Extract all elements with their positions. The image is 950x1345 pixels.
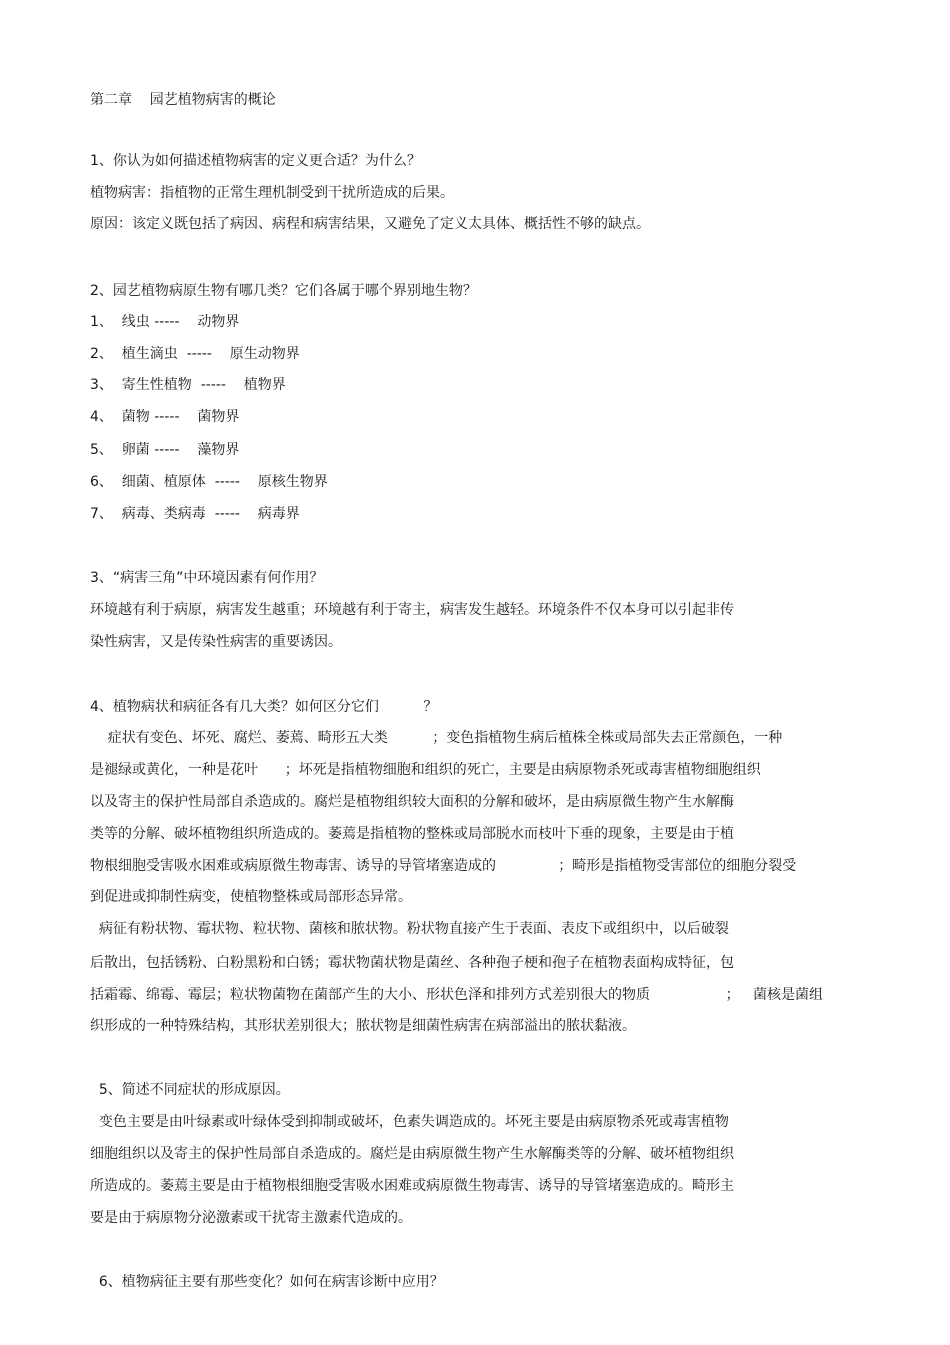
list-item: 5、 卵菌 ----- 藻物界 xyxy=(90,442,240,458)
answer-line: 原因：该定义既包括了病因、病程和病害结果，又避免了定义太具体、概括性不够的缺点。 xyxy=(90,216,650,232)
answer-line: 植物病害：指植物的正常生理机制受到干扰所造成的后果。 xyxy=(90,185,454,201)
question-3: 3、“病害三角”中环境因素有何作用？ xyxy=(90,570,324,586)
answer-line: 变色主要是由叶绿素或叶绿体受到抑制或破坏，色素失调造成的。坏死主要是由病原物杀死或毒害植物 xyxy=(90,1114,729,1130)
answer-line: 是褪绿或黄化，一种是花叶 ；坏死是指植物细胞和组织的死亡，主要是由病原物杀死或毒害植物细胞组织 xyxy=(90,762,761,778)
list-item: 1、 线虫 ----- 动物界 xyxy=(90,314,240,330)
answer-line: 症状有变色、坏死、腐烂、萎蔫、畸形五大类 ；变色指植物生病后植株全株或局部失去正常颜色，一种 xyxy=(90,730,783,746)
question-6: 6、植物病征主要有那些变化？如何在病害诊断中应用？ xyxy=(90,1274,444,1290)
answer-line: 病征有粉状物、霉状物、粒状物、菌核和脓状物。粉状物直接产生于表面、表皮下或组织中，以后破裂 xyxy=(90,921,729,937)
answer-line: 以及寄主的保护性局部自杀造成的。腐烂是植物组织较大面积的分解和破坏，是由病原微生物产生水解酶 xyxy=(90,794,734,810)
answer-line: 织形成的一种特殊结构，其形状差别很大；脓状物是细菌性病害在病部溢出的脓状黏液。 xyxy=(90,1018,636,1034)
question-1: 1、你认为如何描述植物病害的定义更合适？为什么？ xyxy=(90,153,421,169)
answer-line: 所造成的。萎蔫主要是由于植物根细胞受害吸水困难或病原微生物毒害、诱导的导管堵塞造成的。畸形主 xyxy=(90,1178,734,1194)
answer-line: 染性病害，又是传染性病害的重要诱因。 xyxy=(90,634,342,650)
chapter-title: 第二章 园艺植物病害的概论 xyxy=(90,92,276,108)
question-5: 5、简述不同症状的形成原因。 xyxy=(90,1082,290,1098)
list-item: 7、 病毒、类病毒 ----- 病毒界 xyxy=(90,506,300,522)
answer-line: 后散出，包括锈粉、白粉黑粉和白锈；霉状物菌状物是菌丝、各种孢子梗和孢子在植物表面构成特征，包 xyxy=(90,955,734,971)
question-2: 2、园艺植物病原生物有哪几类？它们各属于哪个界别地生物？ xyxy=(90,283,477,299)
list-item: 6、 细菌、植原体 ----- 原核生物界 xyxy=(90,474,328,490)
list-item: 2、 植生滴虫 ----- 原生动物界 xyxy=(90,346,300,362)
answer-line: 环境越有利于病原，病害发生越重；环境越有利于寄主，病害发生越轻。环境条件不仅本身可以引起非传 xyxy=(90,602,734,618)
answer-line: 到促进或抑制性病变，使植物整株或局部形态异常。 xyxy=(90,889,412,905)
answer-line: 物根细胞受害吸水困难或病原微生物毒害、诱导的导管堵塞造成的 ；畸形是指植物受害部位的细胞分裂受 xyxy=(90,858,797,874)
question-4: 4、植物病状和病征各有几大类？如何区分它们 ？ xyxy=(90,699,438,715)
list-item: 4、 菌物 ----- 菌物界 xyxy=(90,409,240,425)
list-item: 3、 寄生性植物 ----- 植物界 xyxy=(90,377,286,393)
answer-line: 类等的分解、破坏植物组织所造成的。萎蔫是指植物的整株或局部脱水而枝叶下垂的现象，主要是由于植 xyxy=(90,826,734,842)
answer-line: 细胞组织以及寄主的保护性局部自杀造成的。腐烂是由病原微生物产生水解酶类等的分解、破坏植物组织 xyxy=(90,1146,734,1162)
answer-line: 要是由于病原物分泌激素或干扰寄主激素代造成的。 xyxy=(90,1210,412,1226)
answer-line: 括霜霉、绵霉、霉层；粒状物菌物在菌部产生的大小、形状色泽和排列方式差别很大的物质 ； 菌核是菌组 xyxy=(90,987,824,1003)
